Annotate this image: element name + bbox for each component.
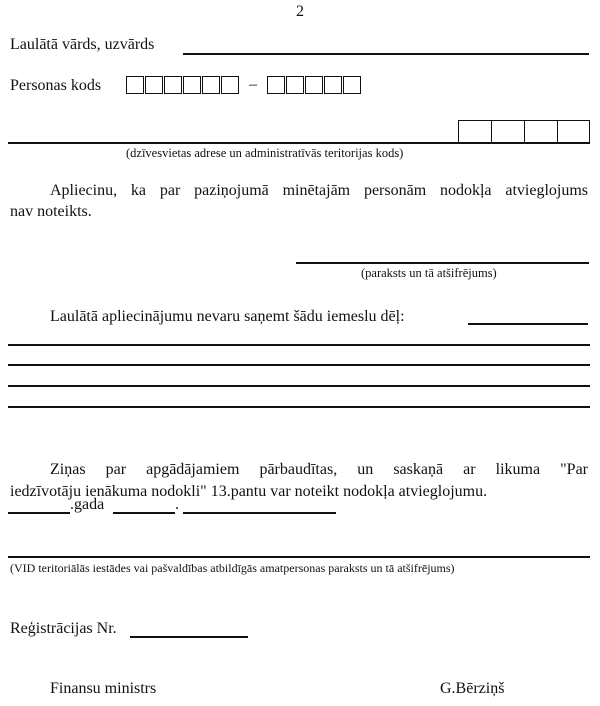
reason-inline-field[interactable] (468, 323, 588, 325)
reason-line[interactable] (8, 406, 590, 408)
code-digit-box[interactable] (126, 76, 144, 94)
address-field[interactable] (8, 142, 590, 144)
code-digit-box[interactable] (145, 76, 163, 94)
verification-text-line1: Ziņas par apgādājamiem pārbaudītas, un saskaņā ar likuma "Par (50, 461, 588, 478)
verification-text-line2: iedzīvotāju ienākuma nodokli" 13.pantu var noteikt nodokļa atvieglojumu. (10, 483, 488, 500)
territory-code-box[interactable] (557, 120, 590, 143)
minister-title: Finansu ministrs (50, 680, 157, 697)
code-digit-box[interactable] (286, 76, 304, 94)
date-dot: . (175, 496, 179, 513)
territory-code-box[interactable] (458, 120, 492, 143)
date-year-field[interactable] (8, 512, 70, 514)
code-digit-box[interactable] (305, 76, 323, 94)
code-separator: – (249, 76, 257, 93)
certification-text-line1: Apliecinu, ka par paziņojumā minētajām personām nodokļa atvieglojums (50, 182, 588, 199)
code-digit-box[interactable] (164, 76, 182, 94)
spouse-name-field[interactable] (183, 53, 589, 55)
code-digit-box[interactable] (183, 76, 201, 94)
reason-line[interactable] (8, 364, 590, 366)
page-number: 2 (296, 3, 304, 20)
date-day-field[interactable] (113, 512, 175, 514)
code-digit-box[interactable] (267, 76, 285, 94)
date-year-suffix: .gada (70, 496, 105, 513)
reason-line[interactable] (8, 344, 590, 346)
registration-number-field[interactable] (130, 636, 248, 638)
spouse-name-label: Laulātā vārds, uzvārds (10, 36, 155, 53)
registration-label: Reģistrācijas Nr. (10, 620, 117, 637)
code-digit-box[interactable] (343, 76, 361, 94)
territory-code-box[interactable] (524, 120, 558, 143)
code-digit-box[interactable] (324, 76, 342, 94)
code-digit-box[interactable] (221, 76, 239, 94)
personal-code-label: Personas kods (10, 77, 102, 94)
territory-code-box[interactable] (491, 120, 525, 143)
official-signature-caption: (VID teritoriālās iestādes vai pašvaldības atbildīgās amatpersonas paraksts un tā atšifrējums) (10, 561, 455, 575)
address-caption: (dzīvesvietas adrese un administratīvās teritorijas kods) (126, 146, 404, 160)
minister-name: G.Bērziņš (440, 680, 505, 697)
official-signature-field[interactable] (8, 556, 590, 558)
reason-label: Laulātā apliecinājumu nevaru saņemt šādu iemeslu dēļ: (50, 308, 405, 325)
date-month-field[interactable] (183, 512, 336, 514)
certification-text-line2: nav noteikts. (10, 203, 92, 220)
signature-caption: (paraksts un tā atšifrējums) (361, 266, 497, 280)
code-digit-box[interactable] (202, 76, 220, 94)
reason-line[interactable] (8, 385, 590, 387)
signature-field[interactable] (296, 262, 589, 264)
